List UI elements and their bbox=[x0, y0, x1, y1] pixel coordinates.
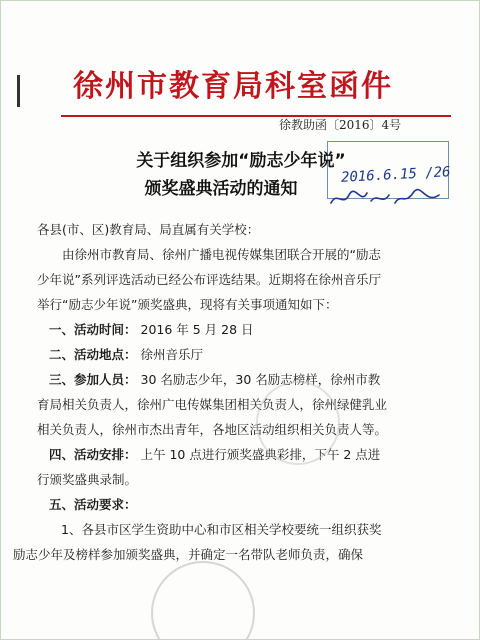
intro-paragraph bbox=[37, 242, 447, 317]
item-place bbox=[49, 342, 449, 367]
faint-seal-impression bbox=[256, 381, 340, 465]
item-time bbox=[49, 317, 449, 342]
item-requirements-label: 五、活动要求： bbox=[49, 497, 137, 512]
intro-line: 由徐州市教育局、徐州广播电视传媒集团联合开展的“励志 bbox=[62, 247, 381, 262]
item-people-value: 30 名励志少年，30 名励志榜样，徐州市教 bbox=[140, 372, 381, 387]
notice-title-line-2: 颁奖盛典活动的通知 bbox=[144, 179, 298, 199]
intro-line: 举行“励志少年说”颁奖盛典，现将有关事项通知如下： bbox=[37, 297, 338, 312]
document-number: 徐教助函〔2016〕4号 bbox=[279, 118, 402, 132]
item-place-label: 二、活动地点： bbox=[49, 347, 137, 362]
item-schedule-value-cont: 行颁奖盛典录制。 bbox=[37, 472, 138, 487]
letterhead-title: 徐州市教育局科室函件 bbox=[73, 69, 393, 104]
item-schedule bbox=[37, 442, 449, 492]
item-place-value: 徐州音乐厅 bbox=[140, 347, 204, 362]
handwritten-date: 2016.6.15 /26 bbox=[340, 164, 451, 186]
requirement-paragraph bbox=[13, 517, 449, 567]
requirement-line: 励志少年及榜样参加颁奖盛典，并确定一名带队老师负责，确保 bbox=[13, 547, 364, 562]
item-schedule-label: 四、活动安排： bbox=[49, 447, 137, 462]
item-people bbox=[37, 367, 449, 442]
item-people-value-cont: 相关负责人，徐州市杰出青年，各地区活动组织相关负责人等。 bbox=[37, 422, 388, 437]
addressee: 各县(市、区)教育局、局直属有关学校： bbox=[37, 222, 260, 237]
item-requirements bbox=[49, 492, 449, 517]
item-time-label: 一、活动时间： bbox=[49, 322, 137, 337]
notice-title-line-1: 关于组织参加“励志少年说” bbox=[136, 151, 346, 171]
official-seal-impression bbox=[151, 561, 255, 640]
requirement-line: 1、各县市区学生资助中心和市区相关学校要统一组织获奖 bbox=[61, 522, 382, 537]
item-people-label: 三、参加人员： bbox=[49, 372, 137, 387]
handwritten-signature bbox=[327, 187, 445, 209]
margin-mark bbox=[17, 75, 20, 107]
intro-line: 少年说”系列评选活动已经公布评选结果。近期将在徐州音乐厅 bbox=[37, 272, 381, 287]
item-schedule-value: 上午 10 点进行颁奖盛典彩排，下午 2 点进 bbox=[140, 447, 381, 462]
item-people-value-cont: 育局相关负责人，徐州广电传媒集团相关负责人，徐州绿健乳业 bbox=[37, 397, 388, 412]
item-time-value: 2016 年 5 月 28 日 bbox=[140, 322, 254, 337]
